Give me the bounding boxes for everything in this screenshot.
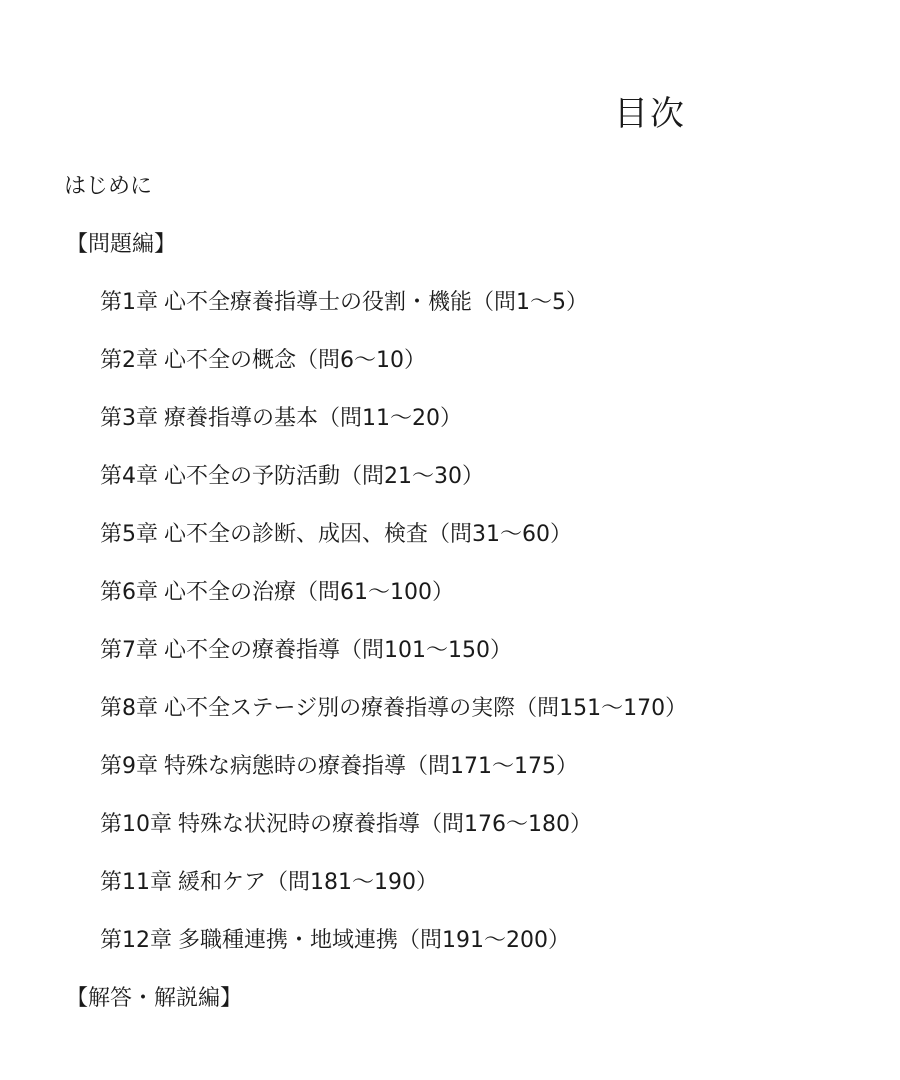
chapter-number: 第10章 [100, 812, 172, 837]
chapter-title: 心不全の概念（問6～10） [164, 348, 426, 373]
toc-chapter [100, 288, 687, 346]
chapter-title: 療養指導の基本（問11～20） [164, 406, 462, 431]
chapter-number: 第2章 [100, 348, 158, 373]
toc-chapter [100, 636, 687, 694]
chapter-number: 第11章 [100, 870, 172, 895]
chapter-number: 第6章 [100, 580, 158, 605]
chapter-title: 心不全の療養指導（問101～150） [164, 638, 512, 663]
toc-chapter [100, 578, 687, 636]
chapter-number: 第7章 [100, 638, 158, 663]
chapter-number: 第5章 [100, 522, 158, 547]
chapter-number: 第3章 [100, 406, 158, 431]
chapter-number: 第9章 [100, 754, 158, 779]
chapter-number: 第12章 [100, 928, 172, 953]
toc-chapter [100, 694, 687, 752]
chapter-list [100, 288, 687, 984]
chapter-title: 心不全の治療（問61～100） [164, 580, 454, 605]
toc-chapter [100, 404, 687, 462]
chapter-title: 心不全ステージ別の療養指導の実際（問151～170） [164, 696, 688, 721]
chapter-title: 緩和ケア（問181～190） [178, 870, 438, 895]
toc-chapter [100, 346, 687, 404]
section-heading-answers: 【解答・解説編】 [66, 986, 243, 1011]
chapter-title: 心不全の予防活動（問21～30） [164, 464, 484, 489]
chapter-title: 多職種連携・地域連携（問191～200） [178, 928, 570, 953]
chapter-title: 特殊な病態時の療養指導（問171～175） [164, 754, 578, 779]
toc-chapter [100, 868, 687, 926]
chapter-number: 第1章 [100, 290, 158, 315]
chapter-number: 第8章 [100, 696, 158, 721]
chapter-title: 心不全の診断、成因、検査（問31～60） [164, 522, 572, 547]
chapter-number: 第4章 [100, 464, 158, 489]
toc-chapter [100, 752, 687, 810]
chapter-title: 心不全療養指導士の役割・機能（問1～5） [164, 290, 588, 315]
toc-chapter [100, 520, 687, 578]
toc-chapter [100, 810, 687, 868]
toc-chapter [100, 462, 687, 520]
toc-chapter [100, 926, 687, 984]
page-title: 目次 [614, 94, 686, 134]
section-heading-questions: 【問題編】 [66, 232, 177, 257]
toc-item-intro: はじめに [64, 174, 153, 199]
chapter-title: 特殊な状況時の療養指導（問176～180） [178, 812, 592, 837]
